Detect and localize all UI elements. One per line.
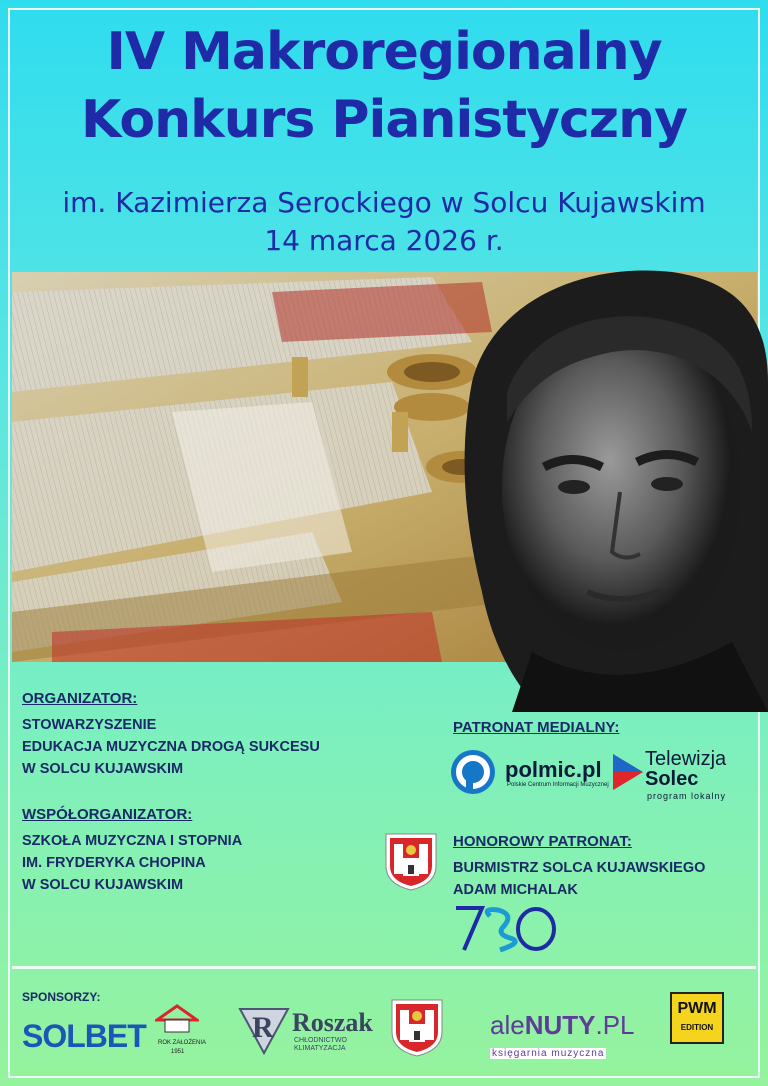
subtitle-patron: im. Kazimierza Serockiego w Solcu Kujawskim (62, 186, 706, 219)
honorary-patronage-heading: HONOROWY PATRONAT: (453, 833, 632, 850)
tv-name-line1: Telewizja (645, 748, 727, 770)
composer-portrait (452, 262, 768, 712)
coorganizer-line: W SOLCU KUJAWSKIM (22, 877, 184, 893)
alenuty-name-2: NUTY (524, 1010, 596, 1040)
honorary-patronage-text (453, 857, 705, 901)
title-line-2: Konkurs Pianistyczny (80, 90, 687, 150)
sponsor-divider (12, 966, 756, 969)
alenuty-name-1: ale (490, 1010, 525, 1040)
anniversary-750-logo (452, 902, 562, 956)
honorary-line: BURMISTRZ SOLCA KUJAWSKIEGO (453, 860, 706, 876)
solbet-name: SOLBET (22, 1018, 146, 1054)
solbet-house-icon (155, 1004, 199, 1034)
town-coat-of-arms-icon (384, 832, 438, 892)
alenuty-name-3: .PL (595, 1010, 635, 1040)
title-line-1: IV Makroregionalny (106, 22, 662, 82)
media-patronage-heading: PATRONAT MEDIALNY: (453, 719, 620, 736)
organizer-text (22, 714, 320, 780)
organizer-line: STOWARZYSZENIE (22, 717, 157, 733)
subtitle-date: 14 marca 2026 r. (264, 224, 504, 257)
coorganizer-line: SZKOŁA MUZYCZNA I STOPNIA (22, 833, 243, 849)
svg-text:R: R (252, 1011, 274, 1044)
coorganizer-text (22, 830, 242, 896)
roszak-logo-icon (236, 1005, 292, 1057)
solbet-caption: ROK ZAŁOŻENIA (158, 1040, 207, 1046)
tv-name-line2: Solec (645, 768, 699, 790)
roszak-name: Roszak (292, 1008, 373, 1037)
pwm-logo (670, 992, 724, 1044)
polmic-name: polmic.pl (505, 757, 602, 782)
coorganizer-heading: WSPÓŁORGANIZATOR: (22, 806, 193, 823)
alenuty-caption: księgarnia muzyczna (492, 1048, 605, 1059)
sponsors-heading: SPONSORZY: (22, 990, 101, 1004)
honorary-line: ADAM MICHALAK (453, 882, 578, 898)
polmic-logo-icon (450, 749, 496, 795)
pwm-name: PWM (677, 1000, 717, 1017)
tv-play-icon (611, 752, 645, 792)
town-coat-of-arms-icon (390, 998, 444, 1058)
coorganizer-line: IM. FRYDERYKA CHOPINA (22, 855, 206, 871)
pwm-edition: EDITION (680, 1023, 714, 1032)
roszak-caption-2: KLIMATYZACJA (294, 1045, 346, 1052)
solbet-year: 1951 (171, 1049, 185, 1055)
tv-caption: program lokalny (647, 791, 727, 801)
roszak-caption-1: CHŁODNICTWO (294, 1037, 347, 1044)
organizer-line: W SOLCU KUJAWSKIM (22, 761, 184, 777)
organizer-line: EDUKACJA MUZYCZNA DROGĄ SUKCESU (22, 739, 320, 755)
alenuty-logo (490, 1010, 640, 1059)
organizer-heading: ORGANIZATOR: (22, 690, 138, 707)
polmic-caption: Polskie Centrum Informacji Muzycznej (507, 782, 609, 788)
